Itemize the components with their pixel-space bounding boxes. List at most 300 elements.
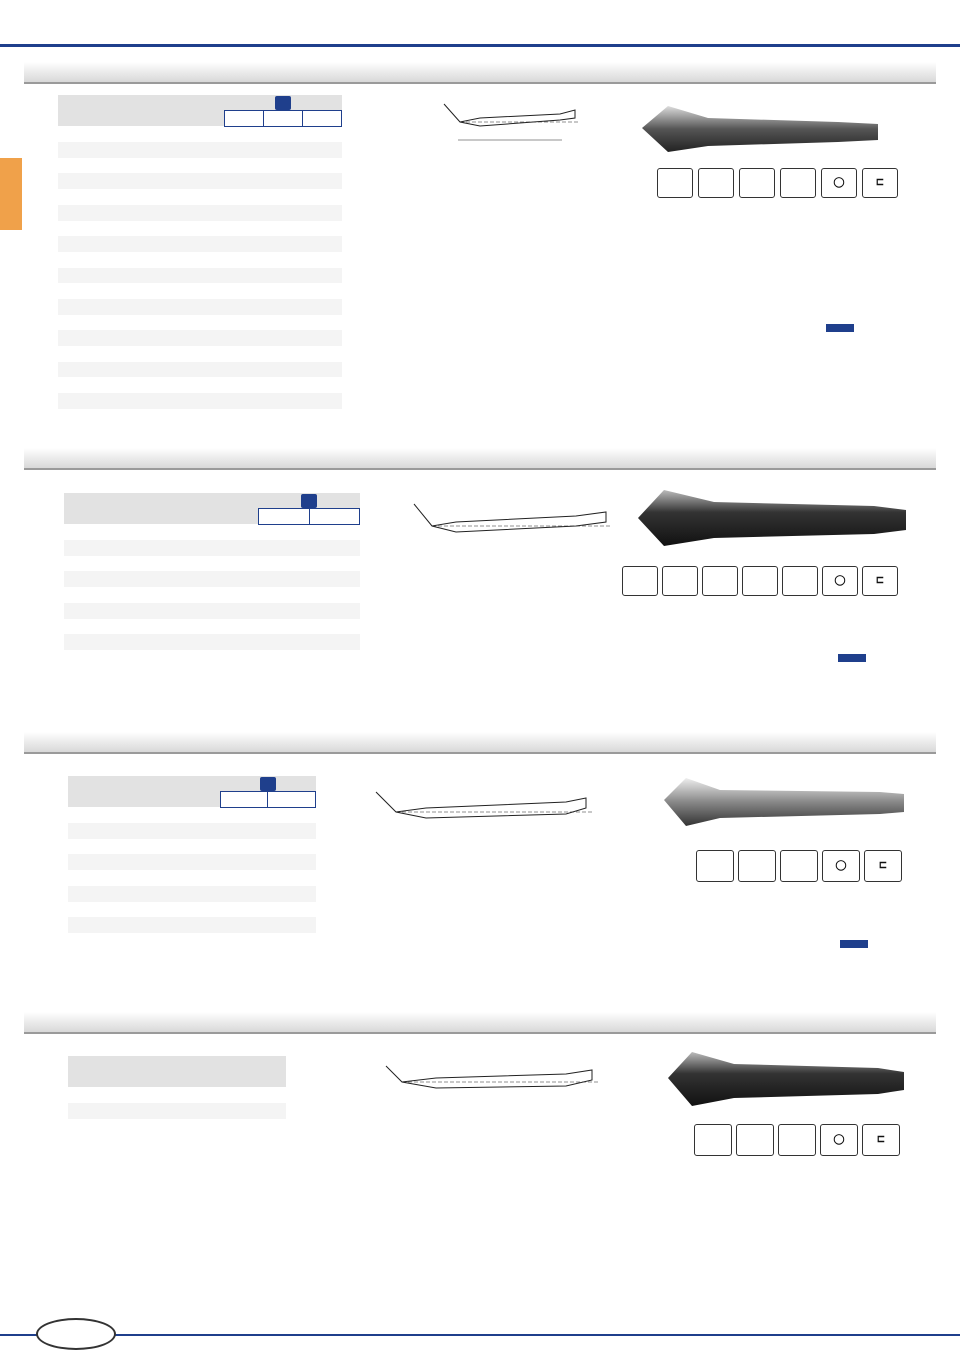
table-cell	[156, 556, 190, 572]
table-cell	[264, 221, 303, 237]
cell-d1	[58, 393, 119, 409]
table-cell	[155, 839, 187, 855]
spec-table-1	[58, 95, 342, 409]
table-cell	[188, 315, 225, 331]
table-cell	[225, 346, 264, 362]
table-cell	[259, 634, 309, 650]
table-row	[64, 603, 360, 619]
table-cell	[303, 205, 342, 221]
table-cell	[119, 173, 154, 189]
table-cell	[223, 571, 259, 587]
table-cell	[153, 252, 188, 268]
table-cell	[264, 362, 303, 378]
table-cell	[248, 1087, 286, 1103]
cell-d1	[58, 299, 119, 315]
tool-photo-1	[638, 100, 910, 162]
table-cell	[190, 540, 224, 556]
table-cell	[188, 268, 225, 284]
table-cell	[188, 158, 225, 174]
table-row	[68, 870, 316, 886]
table-cell	[153, 299, 188, 315]
table-cell	[153, 205, 188, 221]
table-cell	[119, 283, 154, 299]
header-l1	[248, 1056, 286, 1072]
subcol	[225, 111, 264, 127]
table-cell	[153, 268, 188, 284]
cell-d1	[68, 870, 123, 886]
header-db	[223, 509, 259, 525]
header-d3	[156, 493, 190, 509]
table-cell	[303, 173, 342, 189]
table-cell	[119, 346, 154, 362]
table-cell	[303, 315, 342, 331]
table-row	[58, 315, 342, 331]
shank-icon: ⊏	[862, 1124, 900, 1156]
table-cell	[309, 556, 359, 572]
cell-d1	[68, 917, 123, 933]
cell-d1	[58, 236, 119, 252]
page-number	[36, 1318, 116, 1350]
table-cell	[123, 854, 155, 870]
cell-d1	[58, 221, 119, 237]
header-d3-unit	[123, 509, 157, 525]
table-cell	[264, 252, 303, 268]
table-row	[58, 158, 342, 174]
table-cell	[220, 807, 268, 823]
tool-drawing-1	[430, 96, 590, 152]
table-cell	[303, 221, 342, 237]
table-cell	[223, 556, 259, 572]
din-box	[657, 168, 693, 198]
table-cell	[188, 299, 225, 315]
table-cell	[153, 236, 188, 252]
cell-d1	[64, 587, 123, 603]
table-cell	[264, 315, 303, 331]
table-row	[68, 886, 316, 902]
table-cell	[303, 299, 342, 315]
cell-d1	[58, 142, 119, 158]
cell-d1	[58, 189, 119, 205]
table-cell	[119, 205, 154, 221]
table-cell	[188, 205, 225, 221]
table-row	[58, 330, 342, 346]
cell-d1	[64, 571, 123, 587]
cell-d1	[58, 173, 119, 189]
shank-icon: ⊏	[864, 850, 902, 882]
header-d1	[68, 1072, 134, 1088]
table-cell	[223, 603, 259, 619]
table-cell	[225, 158, 264, 174]
table-cell	[303, 283, 342, 299]
table-cell	[220, 902, 268, 918]
cell-d1	[68, 886, 123, 902]
angle-box	[739, 168, 775, 198]
circle-icon: ◯	[822, 850, 860, 882]
table-cell	[268, 886, 316, 902]
table-cell	[190, 619, 224, 635]
header-d1	[64, 509, 123, 525]
table-cell	[153, 126, 188, 142]
table-cell	[123, 807, 155, 823]
header-d1-unit	[119, 111, 154, 127]
table-cell	[303, 126, 342, 142]
table-cell	[119, 315, 154, 331]
table-cell	[188, 393, 225, 409]
table-cell	[225, 221, 264, 237]
table-cell	[264, 330, 303, 346]
table-cell	[172, 1103, 210, 1119]
table-cell	[187, 854, 221, 870]
table-cell	[187, 886, 221, 902]
cell-d1	[58, 205, 119, 221]
table-cell	[259, 603, 309, 619]
table-cell	[259, 587, 309, 603]
table-cell	[119, 252, 154, 268]
header-d3-unit	[134, 1072, 172, 1088]
table-row	[68, 1087, 286, 1103]
spec-table-4	[68, 1056, 286, 1119]
table-cell	[188, 330, 225, 346]
table-cell	[264, 158, 303, 174]
cell-d1	[58, 283, 119, 299]
shank-icon: ⊏	[862, 168, 898, 198]
cell-d1	[68, 854, 123, 870]
table-cell	[259, 571, 309, 587]
table-row	[58, 205, 342, 221]
table-cell	[309, 619, 359, 635]
table-row	[64, 540, 360, 556]
table-row	[58, 236, 342, 252]
table-cell	[303, 362, 342, 378]
cell-d1	[64, 540, 123, 556]
table-cell	[123, 524, 157, 540]
hss-box	[780, 168, 816, 198]
table-cell	[188, 252, 225, 268]
table-cell	[187, 917, 221, 933]
table-cell	[188, 377, 225, 393]
circle-icon: ◯	[820, 1124, 858, 1156]
table-cell	[264, 189, 303, 205]
table-cell	[309, 587, 359, 603]
table-cell	[190, 556, 224, 572]
table-cell	[123, 587, 157, 603]
header-meretkod	[68, 1056, 172, 1072]
table-cell	[264, 205, 303, 221]
tool-drawing-4	[366, 1060, 606, 1132]
table-cell	[303, 330, 342, 346]
table-cell	[309, 540, 359, 556]
cell-d1	[68, 902, 123, 918]
header-l1	[223, 493, 259, 509]
circle-icon: ◯	[821, 168, 857, 198]
form-box	[696, 850, 734, 882]
cell-d1	[64, 603, 123, 619]
table-row	[68, 823, 316, 839]
table-cell	[259, 556, 309, 572]
table-cell	[119, 142, 154, 158]
table-row	[58, 393, 342, 409]
tool-photo-4	[664, 1046, 908, 1116]
table-row	[68, 807, 316, 823]
cell-d1	[68, 1087, 134, 1103]
table-cell	[188, 189, 225, 205]
table-cell	[225, 299, 264, 315]
angle-box	[738, 850, 776, 882]
circle-icon: ◯	[822, 566, 858, 596]
header-l1	[225, 95, 342, 111]
table-cell	[225, 236, 264, 252]
table-cell	[156, 634, 190, 650]
table-cell	[225, 377, 264, 393]
table-cell	[155, 854, 187, 870]
table-cell	[155, 902, 187, 918]
table-row	[58, 252, 342, 268]
table-row	[58, 173, 342, 189]
table-cell	[155, 807, 187, 823]
table-cell	[264, 142, 303, 158]
header-d1	[58, 111, 119, 127]
table-cell	[156, 587, 190, 603]
group-label	[301, 494, 317, 508]
header-mk	[187, 776, 221, 792]
table-cell	[188, 283, 225, 299]
header-l1-unit	[187, 792, 221, 808]
table-cell	[123, 619, 157, 635]
table-cell	[223, 619, 259, 635]
table-cell	[153, 393, 188, 409]
table-row	[58, 299, 342, 315]
table-cell	[190, 603, 224, 619]
cell-d1	[58, 158, 119, 174]
table-cell	[223, 587, 259, 603]
table-row	[64, 587, 360, 603]
subcol	[220, 792, 268, 808]
subcol	[259, 509, 309, 525]
cell-d1	[58, 362, 119, 378]
table-cell	[220, 870, 268, 886]
cell-d1	[58, 268, 119, 284]
table-cell	[264, 377, 303, 393]
table-row	[68, 854, 316, 870]
section-header-4	[24, 1012, 936, 1034]
table-cell	[303, 142, 342, 158]
table-cell	[309, 603, 359, 619]
table-cell	[220, 917, 268, 933]
table-cell	[156, 619, 190, 635]
cell-d1	[68, 807, 123, 823]
table-cell	[153, 377, 188, 393]
table-cell	[225, 189, 264, 205]
cell-d1	[58, 126, 119, 142]
table-cell	[123, 571, 157, 587]
header-meretkod	[64, 493, 156, 509]
form-box	[698, 168, 734, 198]
table-cell	[153, 315, 188, 331]
form-box	[694, 1124, 732, 1156]
tool-photo-3	[660, 770, 908, 836]
table-row	[64, 524, 360, 540]
subcol	[309, 509, 359, 525]
brand-logo	[838, 654, 866, 662]
table-cell	[190, 571, 224, 587]
table-cell	[123, 540, 157, 556]
table-cell	[259, 619, 309, 635]
section-header-3	[24, 732, 936, 754]
footer-rule	[0, 1334, 960, 1336]
table-cell	[119, 330, 154, 346]
table-cell	[303, 189, 342, 205]
table-cell	[268, 902, 316, 918]
cell-d1	[64, 619, 123, 635]
table-row	[64, 571, 360, 587]
table-cell	[153, 142, 188, 158]
table-row	[58, 189, 342, 205]
shank-icon: ⊏	[862, 566, 898, 596]
subcol	[268, 792, 316, 808]
table-cell	[187, 839, 221, 855]
table-cell	[309, 571, 359, 587]
hss-box	[778, 1124, 816, 1156]
table-cell	[190, 524, 224, 540]
table-cell	[153, 283, 188, 299]
table-cell	[188, 142, 225, 158]
table-cell	[119, 158, 154, 174]
header-d3	[153, 95, 188, 126]
table-cell	[264, 173, 303, 189]
table-row	[64, 556, 360, 572]
table-cell	[259, 540, 309, 556]
table-cell	[264, 126, 303, 142]
cell-d1	[68, 1103, 134, 1119]
cell-d1	[64, 556, 123, 572]
table-cell	[188, 126, 225, 142]
table-cell	[123, 886, 155, 902]
group-label	[275, 96, 291, 110]
table-cell	[155, 886, 187, 902]
table-cell	[264, 236, 303, 252]
table-cell	[309, 634, 359, 650]
table-cell	[268, 839, 316, 855]
table-cell	[190, 587, 224, 603]
table-cell	[119, 268, 154, 284]
subcol	[303, 111, 342, 127]
table-cell	[225, 126, 264, 142]
table-cell	[172, 1087, 210, 1103]
table-cell	[225, 142, 264, 158]
table-cell	[187, 823, 221, 839]
din-box	[622, 566, 658, 596]
cell-d1	[68, 839, 123, 855]
cell-d1	[58, 315, 119, 331]
table-cell	[268, 807, 316, 823]
table-cell	[155, 823, 187, 839]
table-cell	[123, 917, 155, 933]
table-cell	[119, 221, 154, 237]
table-row	[68, 1103, 286, 1119]
table-cell	[223, 540, 259, 556]
tool-drawing-2	[396, 496, 616, 566]
table-row	[58, 362, 342, 378]
table-cell	[123, 902, 155, 918]
table-cell	[188, 362, 225, 378]
table-cell	[210, 1103, 248, 1119]
table-cell	[223, 634, 259, 650]
table-cell	[225, 393, 264, 409]
header-mk	[188, 95, 225, 126]
table-cell	[303, 252, 342, 268]
table-cell	[188, 236, 225, 252]
table-cell	[187, 902, 221, 918]
table-cell	[225, 252, 264, 268]
section-header-1	[24, 62, 936, 84]
table-row	[68, 839, 316, 855]
header-el	[259, 493, 360, 509]
table-cell	[264, 393, 303, 409]
table-cell	[303, 346, 342, 362]
cell-d1	[64, 524, 123, 540]
hss-box	[780, 850, 818, 882]
table-cell	[188, 173, 225, 189]
table-cell	[220, 854, 268, 870]
table-cell	[119, 126, 154, 142]
table-row	[68, 917, 316, 933]
table-cell	[123, 870, 155, 886]
table-cell	[187, 807, 221, 823]
table-cell	[134, 1103, 172, 1119]
table-cell	[259, 524, 309, 540]
cell-d1	[58, 330, 119, 346]
table-cell	[225, 315, 264, 331]
table-cell	[303, 158, 342, 174]
table-cell	[248, 1103, 286, 1119]
table-row	[58, 126, 342, 142]
table-cell	[123, 556, 157, 572]
table-cell	[220, 823, 268, 839]
table-cell	[119, 236, 154, 252]
subcol	[264, 111, 303, 127]
table-cell	[123, 603, 157, 619]
table-row	[58, 377, 342, 393]
header-d3-unit	[123, 792, 155, 808]
section-header-2	[24, 448, 936, 470]
table-cell	[153, 158, 188, 174]
table-cell	[303, 268, 342, 284]
table-cell	[156, 540, 190, 556]
brand-logo	[840, 940, 868, 948]
table-row	[68, 902, 316, 918]
table-row	[58, 142, 342, 158]
cell-d1	[68, 823, 123, 839]
angle-box	[702, 566, 738, 596]
table-row	[58, 283, 342, 299]
table-cell	[225, 283, 264, 299]
table-row	[64, 634, 360, 650]
side-tab	[0, 158, 22, 230]
table-cell	[153, 173, 188, 189]
header-mk	[210, 1056, 248, 1072]
table-cell	[156, 571, 190, 587]
table-cell	[225, 330, 264, 346]
table-cell	[225, 268, 264, 284]
tool-photo-2	[634, 484, 910, 554]
header-d3	[172, 1056, 210, 1072]
table-cell	[119, 299, 154, 315]
table-cell	[268, 917, 316, 933]
table-cell	[156, 524, 190, 540]
header-d3	[155, 776, 187, 792]
table-cell	[119, 377, 154, 393]
table-cell	[188, 221, 225, 237]
